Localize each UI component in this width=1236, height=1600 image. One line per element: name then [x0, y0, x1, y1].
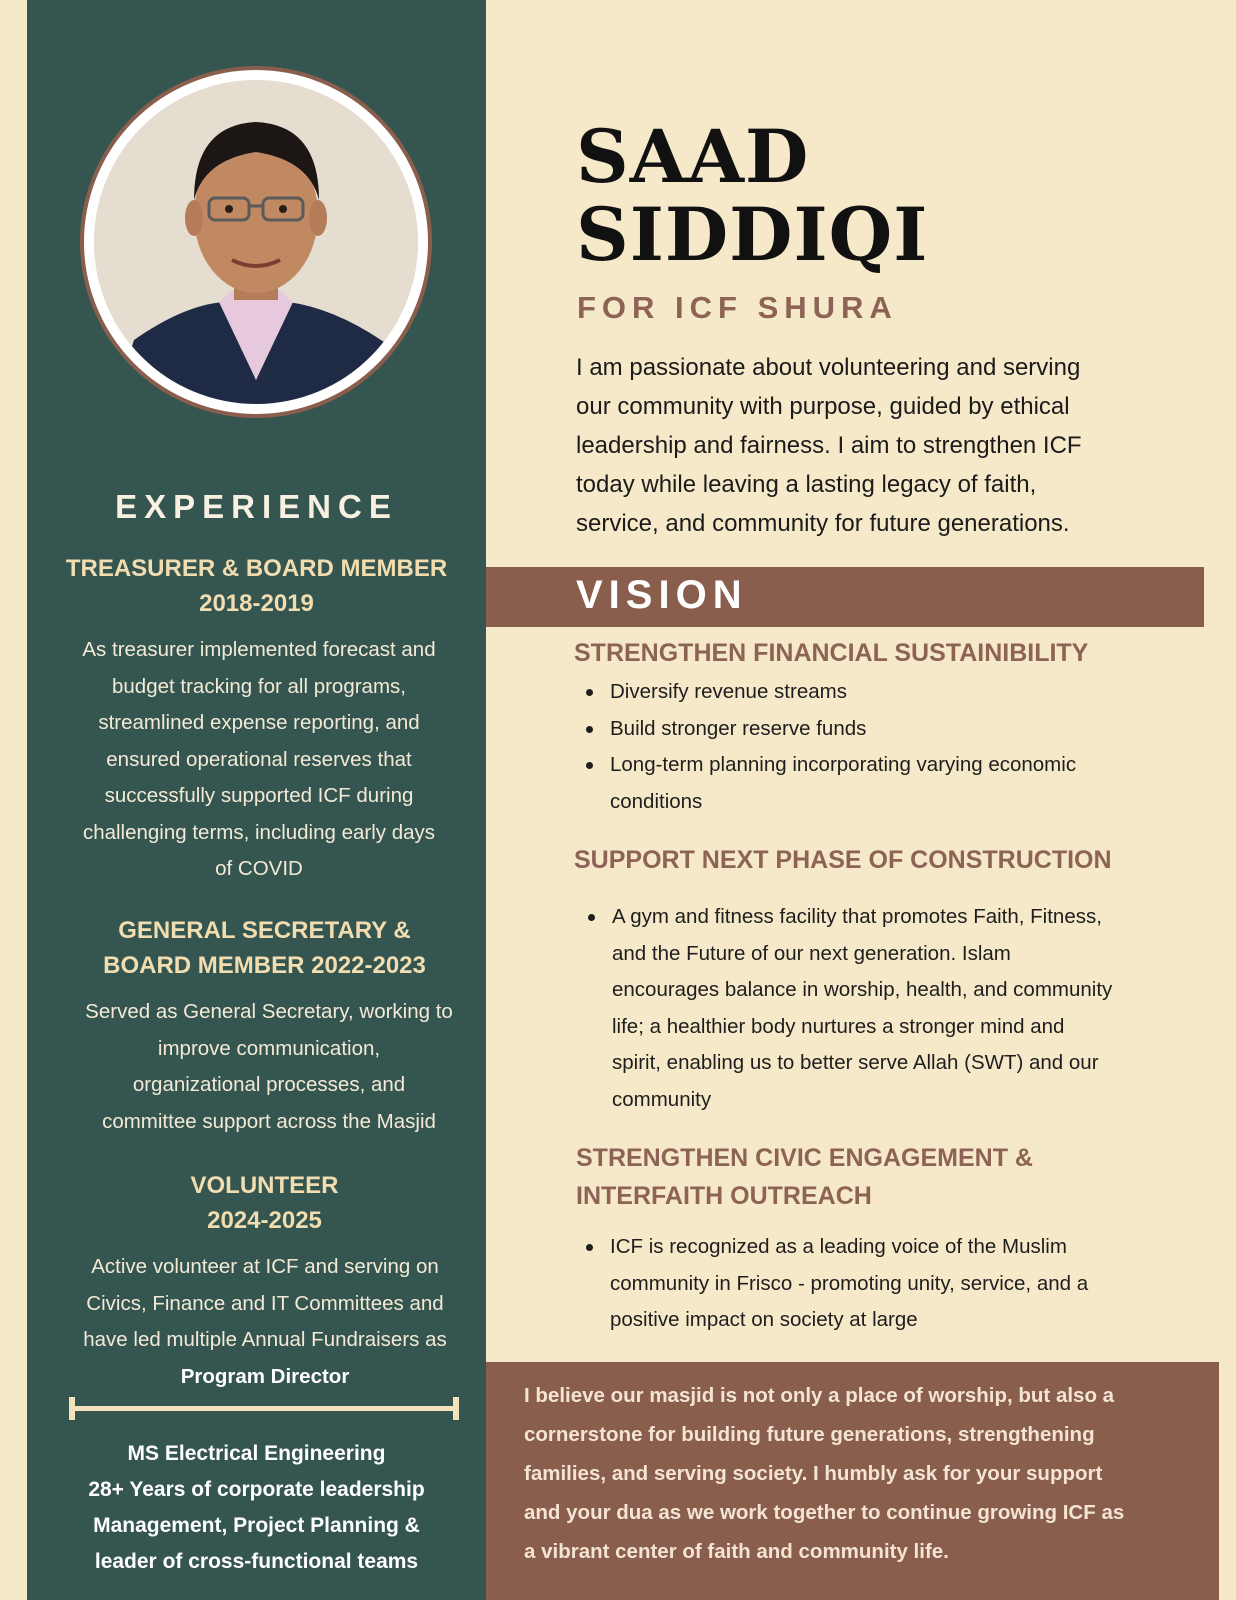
bullet-item	[576, 674, 1196, 711]
desc-line: successfully supported ICF during	[104, 784, 414, 807]
closing-line: a vibrant center of faith and community life.	[524, 1540, 949, 1563]
closing-line: I believe our masjid is not only a place of worship, but also a	[524, 1384, 1115, 1407]
bullet-line: Build stronger reserve funds	[610, 716, 867, 740]
desc-line: of COVID	[215, 857, 303, 880]
role-title-line: VOLUNTEER	[190, 1172, 339, 1199]
vision-title: VISION	[576, 573, 748, 617]
role-title-line: TREASURER & BOARD MEMBER	[65, 555, 448, 582]
bullet-item	[576, 711, 1196, 748]
role-description	[49, 994, 489, 1140]
portrait-illustration	[94, 80, 418, 404]
vision-bullet-list	[578, 899, 1218, 1118]
closing-line: cornerstone for building future generations, strengthening	[524, 1423, 1095, 1446]
desc-line: have led multiple Annual Fundraisers as	[83, 1328, 447, 1351]
name-last: SIDDIQI	[576, 192, 929, 278]
intro-line: service, and community for future generations.	[576, 510, 1070, 537]
role-title	[27, 551, 486, 621]
bullet-line: Diversify revenue streams	[610, 680, 847, 703]
heading-line: INTERFAITH OUTREACH	[576, 1182, 872, 1210]
credential-line: MS Electrical Engineering	[127, 1442, 386, 1465]
intro-line: leadership and fairness. I aim to strengthen ICF	[576, 432, 1082, 459]
closing-statement-box	[486, 1362, 1219, 1600]
portrait-frame	[80, 66, 432, 418]
heading-line: STRENGTHEN CIVIC ENGAGEMENT &	[576, 1144, 1033, 1172]
bullet-line: spirit, enabling us to better serve Allah (SWT) and our	[612, 1051, 1099, 1074]
bullet-line: ICF is recognized as a leading voice of the Muslim	[610, 1235, 1067, 1258]
bullet-line: A gym and fitness facility that promotes Faith, Fitness,	[612, 905, 1102, 928]
desc-line: As treasurer implemented forecast and	[82, 638, 436, 661]
intro-line: our community with purpose, guided by ethical	[576, 393, 1070, 420]
name-first: SAAD	[576, 114, 810, 200]
desc-line: improve communication,	[157, 1036, 381, 1060]
desc-line: organizational processes, and	[132, 1073, 406, 1096]
role-title	[35, 913, 494, 983]
bullet-line: community in Frisco - promoting unity, service, and a	[610, 1271, 1089, 1295]
sidebar	[27, 0, 486, 1600]
vision-banner	[486, 567, 1204, 627]
role-years: 2018-2019	[199, 590, 314, 617]
bullet-line: positive impact on society at large	[610, 1308, 918, 1331]
desc-line: challenging terms, including early days	[82, 820, 436, 844]
credential-line: Management, Project Planning &	[93, 1514, 420, 1537]
desc-line: Civics, Finance and IT Committees and	[86, 1291, 444, 1315]
role-years: BOARD MEMBER 2022-2023	[103, 952, 426, 979]
vision-heading	[574, 841, 1112, 879]
closing-statement	[524, 1376, 1184, 1571]
bullet-line: encourages balance in worship, health, and community	[612, 978, 1113, 1001]
experience-heading: EXPERIENCE	[115, 488, 398, 525]
bullet-line: Long-term planning incorporating varying economic	[610, 753, 1077, 776]
bullet-item	[578, 899, 1218, 1118]
heading-line: STRENGTHEN FINANCIAL SUSTAINIBILITY	[574, 639, 1089, 667]
bullet-item	[576, 1229, 1196, 1339]
closing-line: and your dua as we work together to continue growing ICF as	[524, 1501, 1125, 1524]
bullet-line: and the Future of our next generation. Islam	[612, 941, 1011, 965]
desc-line: Active volunteer at ICF and serving on	[91, 1255, 439, 1278]
desc-line: streamlined expense reporting, and	[98, 711, 420, 734]
desc-line: committee support across the Masjid	[102, 1109, 436, 1133]
vision-bullet-list	[576, 674, 1196, 820]
intro-line: I am passionate about volunteering and serving	[576, 354, 1081, 381]
role-title	[35, 1168, 494, 1238]
role-description	[39, 632, 479, 888]
vision-bullet-list	[576, 1229, 1196, 1339]
bullet-line: conditions	[610, 789, 703, 813]
tagline: FOR ICF SHURA	[577, 290, 898, 325]
credential-line: 28+ Years of corporate leadership	[88, 1478, 425, 1501]
closing-line: families, and serving society. I humbly ask for your support	[524, 1462, 1103, 1485]
bullet-line: life; a healthier body nurtures a stronger mind and	[612, 1014, 1065, 1038]
heading-line: SUPPORT NEXT PHASE OF CONSTRUCTION	[574, 846, 1112, 874]
bullet-line: community	[612, 1087, 712, 1111]
vision-heading	[576, 1139, 1033, 1215]
desc-line: ensured operational reserves that	[106, 747, 412, 771]
divider	[69, 1406, 459, 1411]
credentials	[27, 1436, 486, 1580]
role-description	[45, 1249, 485, 1395]
role-title-line: GENERAL SECRETARY &	[118, 917, 411, 944]
bullet-item	[576, 747, 1196, 820]
desc-line: Served as General Secretary, working to	[85, 1000, 453, 1023]
intro-line: today while leaving a lasting legacy of faith,	[576, 471, 1037, 498]
credential-line: leader of cross-functional teams	[94, 1550, 419, 1573]
vision-heading	[574, 634, 1088, 672]
role-years: 2024-2025	[207, 1207, 322, 1234]
desc-line: budget tracking for all programs,	[112, 674, 406, 698]
portrait-photo	[94, 80, 418, 404]
intro-statement	[576, 348, 1196, 543]
role-highlight: Program Director	[180, 1364, 350, 1388]
candidate-name	[576, 114, 1136, 278]
